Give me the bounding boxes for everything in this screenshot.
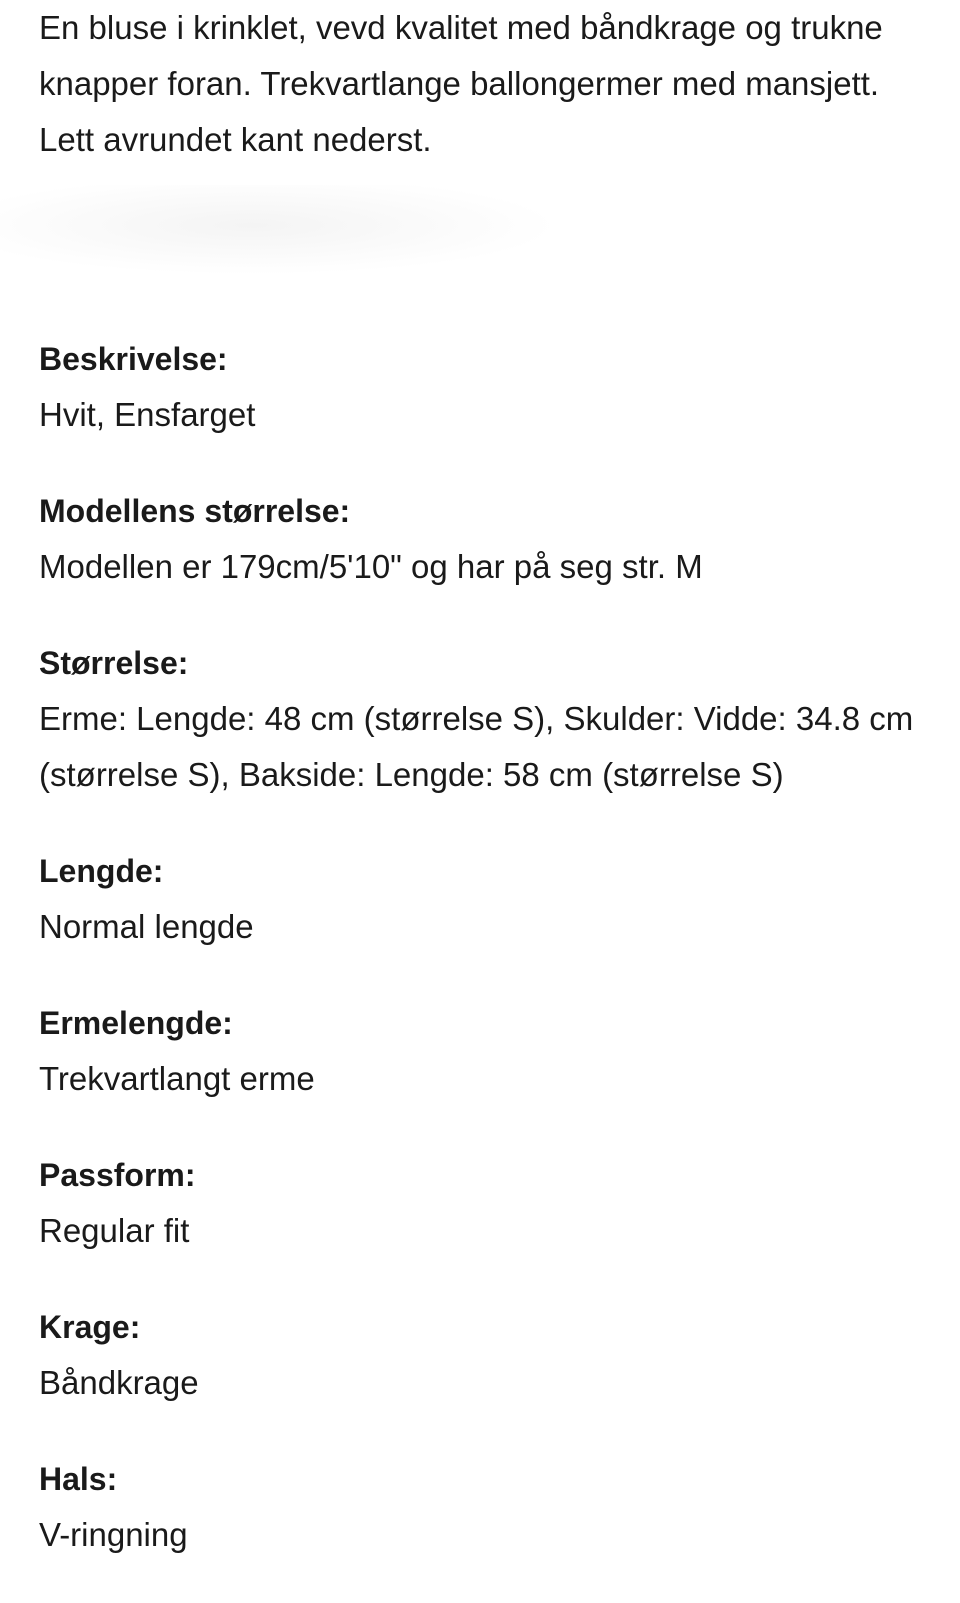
detail-value: Erme: Lengde: 48 cm (størrelse S), Skulder: Vidde: 34.8 cm (størrelse S), Bakside: Lengde: 58 cm (størrelse S) — [39, 700, 914, 793]
detail-item-storrelse — [39, 635, 939, 803]
detail-item-beskrivelse — [39, 331, 939, 443]
detail-item-krage — [39, 1299, 939, 1411]
detail-value: Regular fit — [39, 1212, 190, 1249]
detail-label: Modellens størrelse: — [39, 493, 351, 529]
detail-label: Størrelse: — [39, 645, 189, 681]
faded-background-smudge — [0, 185, 560, 275]
detail-label: Beskrivelse: — [39, 341, 228, 377]
detail-label: Lengde: — [39, 853, 164, 889]
product-details-list — [39, 331, 939, 1603]
detail-value: Normal lengde — [39, 908, 254, 945]
detail-item-lengde — [39, 843, 939, 955]
detail-item-modellens-storrelse — [39, 483, 939, 595]
product-intro-text: En bluse i krinklet, vevd kvalitet med båndkrage og trukne knapper foran. Trekvartlange ballongermer med mansjett. Lett avrundet kant nederst. — [39, 9, 883, 158]
detail-item-ermelengde — [39, 995, 939, 1107]
detail-value: Modellen er 179cm/5'10" og har på seg str. M — [39, 548, 703, 585]
detail-label: Hals: — [39, 1461, 118, 1497]
detail-value: Båndkrage — [39, 1364, 199, 1401]
detail-item-passform — [39, 1147, 939, 1259]
detail-label: Krage: — [39, 1309, 141, 1345]
detail-item-hals — [39, 1451, 939, 1563]
detail-value: V-ringning — [39, 1516, 188, 1553]
detail-label: Ermelengde: — [39, 1005, 233, 1041]
detail-value: Trekvartlangt erme — [39, 1060, 315, 1097]
detail-label: Passform: — [39, 1157, 196, 1193]
detail-value: Hvit, Ensfarget — [39, 396, 256, 433]
